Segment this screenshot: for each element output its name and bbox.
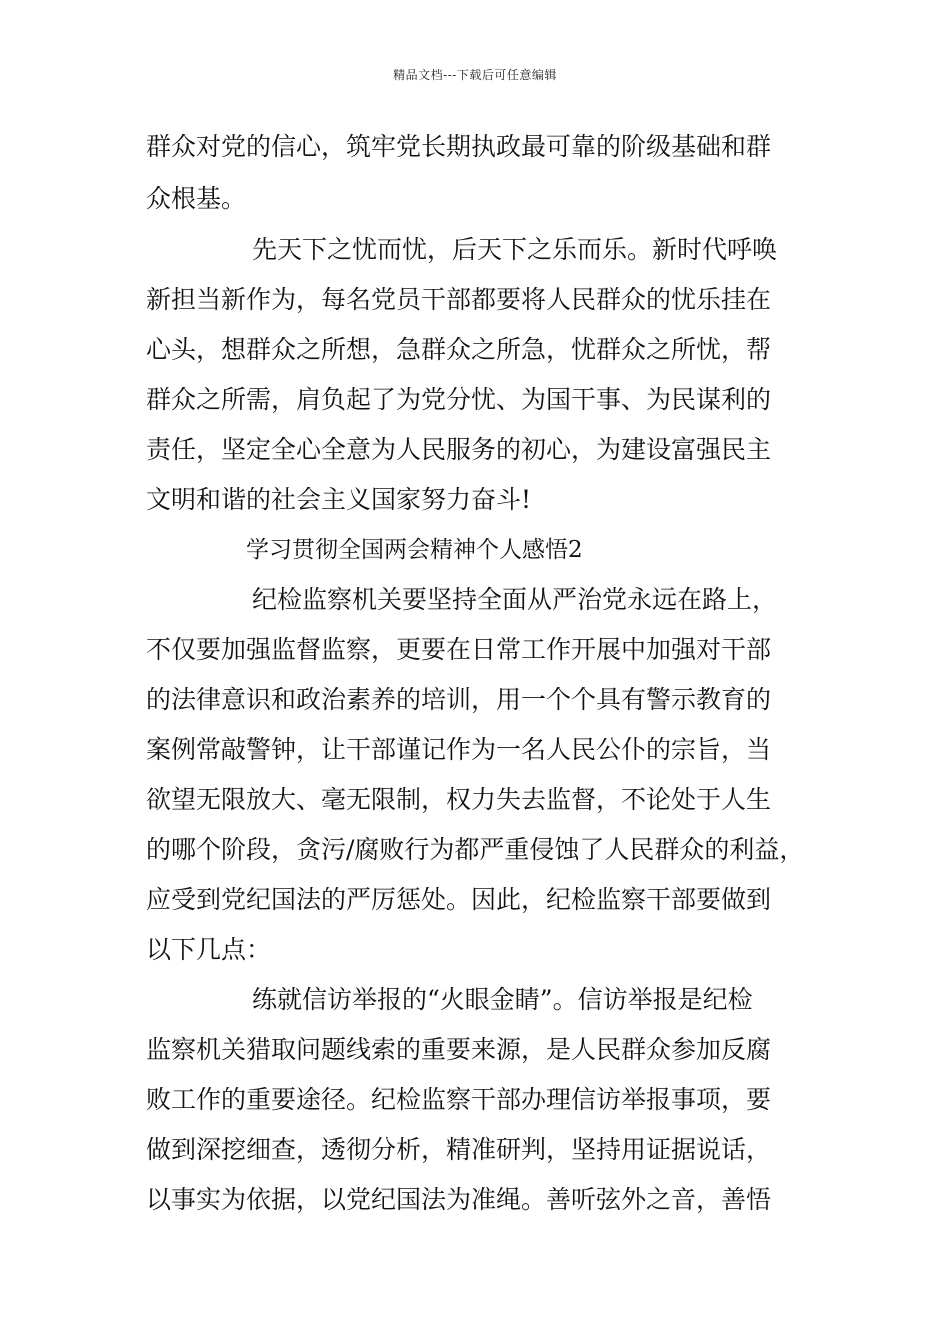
header-note: 精品文档---下载后可任意编辑: [393, 68, 557, 82]
body-line: 责任，坚定全心全意为人民服务的初心，为建设富强民主: [146, 435, 772, 464]
paragraph-start-line: 练就信访举报的“火眼金睛”。信访举报是纪检: [252, 985, 753, 1014]
body-line: 心头，想群众之所想，急群众之所急，忧群众之所忧，帮: [146, 335, 772, 364]
section-title: 学习贯彻全国两会精神个人感悟2: [246, 537, 583, 563]
body-line: 群众对党的信心，筑牢党长期执政最可靠的阶级基础和群: [146, 132, 772, 161]
body-line: 案例常敲警钟，让干部谨记作为一名人民公仆的宗旨，当: [146, 735, 772, 764]
body-line: 以事实为依据，以党纪国法为准绳。善听弦外之音，善悟: [146, 1185, 772, 1214]
paragraph-start-line: 先天下之忧而忧，后天下之乐而乐。新时代呼唤: [252, 235, 778, 264]
paragraph-start-line: 纪检监察机关要坚持全面从严治党永远在路上，: [252, 585, 778, 614]
body-line: 群众之所需，肩负起了为党分忧、为国干事、为民谋利的: [146, 385, 772, 414]
body-line: 以下几点：: [146, 935, 272, 964]
body-line: 欲望无限放大、毫无限制，权力失去监督，不论处于人生: [146, 785, 772, 814]
body-line: 的哪个阶段，贪污/腐败行为都严重侵蚀了人民群众的利益，: [146, 835, 805, 864]
body-line: 众根基。: [146, 184, 247, 213]
body-line: 文明和谐的社会主义国家努力奋斗!: [146, 485, 532, 514]
body-line: 新担当新作为，每名党员干部都要将人民群众的忧乐挂在: [146, 285, 772, 314]
body-line: 监察机关猎取问题线索的重要来源，是人民群众参加反腐: [146, 1035, 772, 1064]
body-line: 做到深挖细查，透彻分析，精准研判，坚持用证据说话，: [146, 1135, 772, 1164]
body-line: 应受到党纪国法的严厉惩处。因此，纪检监察干部要做到: [146, 885, 772, 914]
body-line: 败工作的重要途径。纪检监察干部办理信访举报事项，要: [146, 1085, 772, 1114]
body-line: 不仅要加强监督监察，更要在日常工作开展中加强对干部: [146, 635, 772, 664]
body-line: 的法律意识和政治素养的培训，用一个个具有警示教育的: [146, 685, 772, 714]
